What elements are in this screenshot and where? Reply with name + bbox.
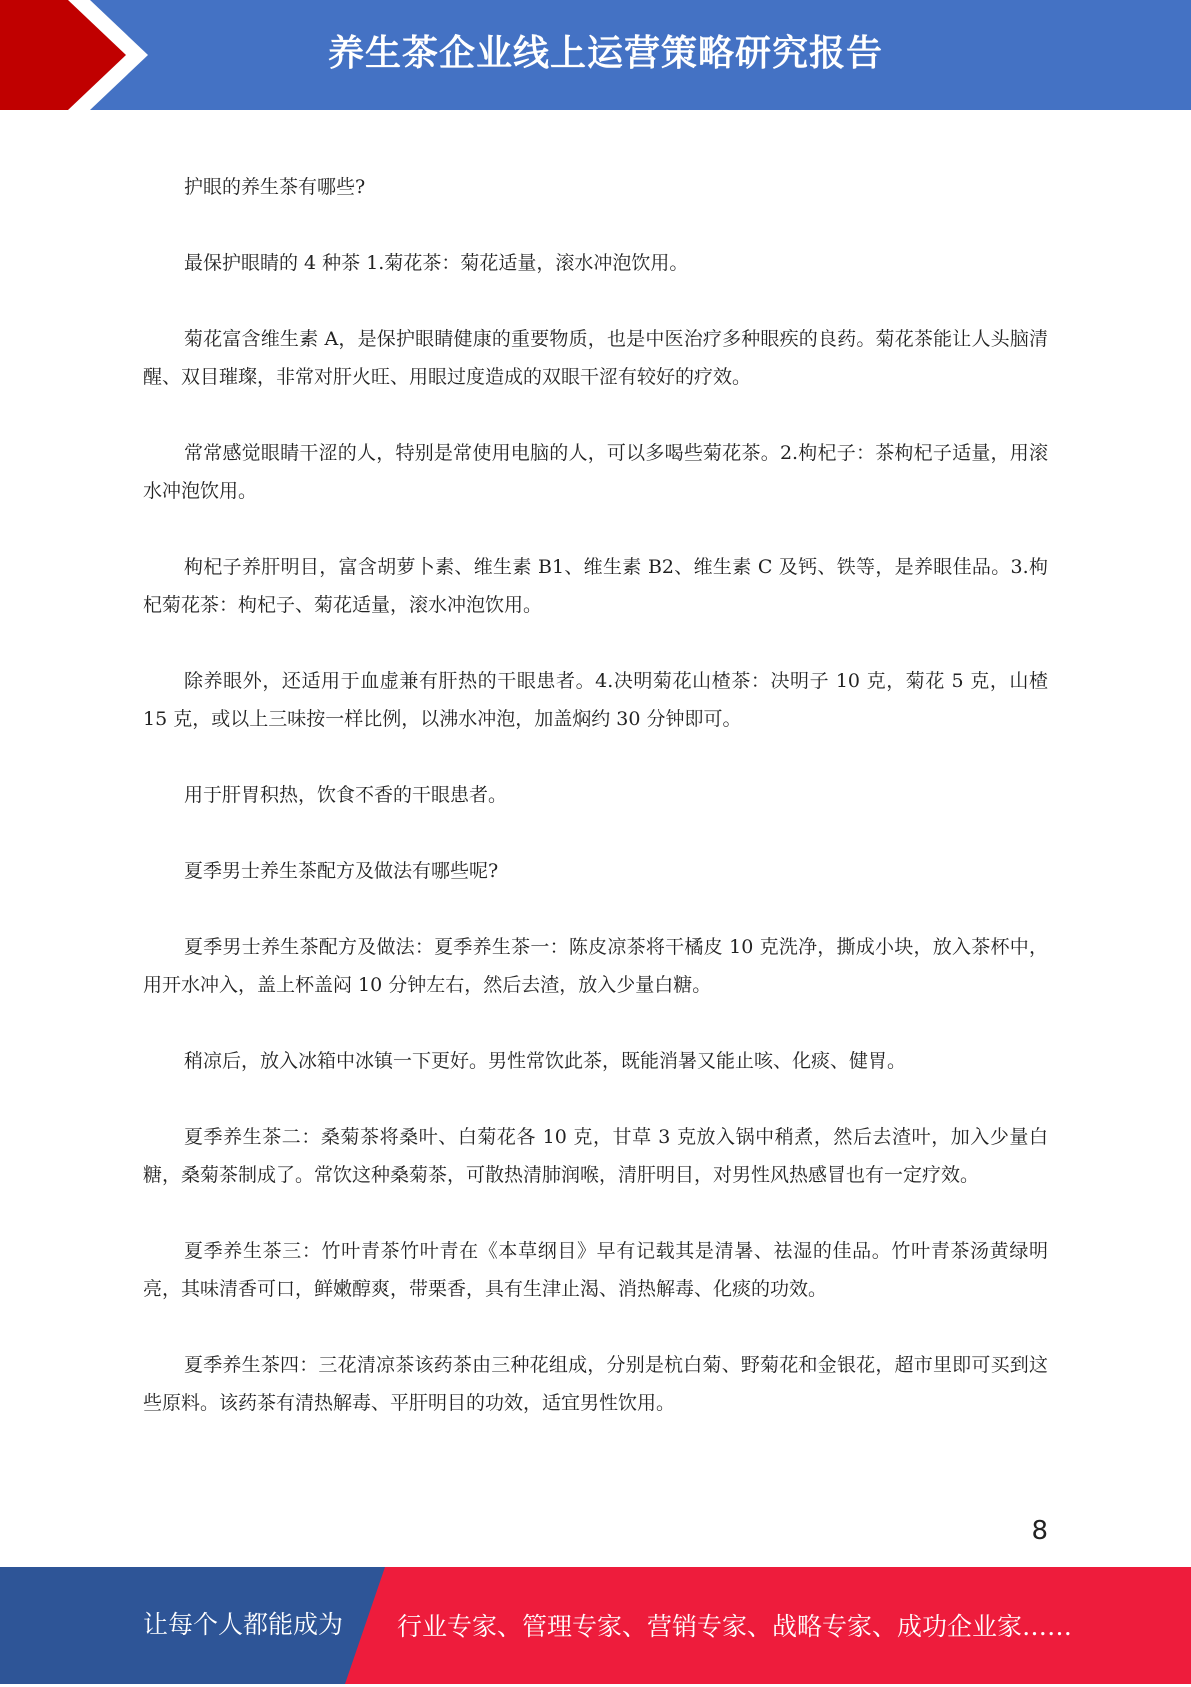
page-number: 8 [1031, 1516, 1048, 1546]
paragraph: 用于肝胃积热，饮食不香的干眼患者。 [184, 784, 508, 806]
paragraph: 夏季养生茶二：桑菊茶将桑叶、白菊花各 10 克，甘草 3 克放入锅中稍煮，然后去渣叶，加入少量白糖，桑菊茶制成了。常饮这种桑菊茶，可散热清肺润喉，清肝明目，对男性风热感冒也有一定疗效。 [143, 1126, 1048, 1186]
page-title: 养生茶企业线上运营策略研究报告 [327, 33, 883, 74]
paragraph: 最保护眼睛的 4 种茶 1.菊花茶：菊花适量，滚水冲泡饮用。 [184, 252, 689, 274]
paragraph: 枸杞子养肝明目，富含胡萝卜素、维生素 B1、维生素 B2、维生素 C 及钙、铁等，是养眼佳品。3.枸杞菊花茶：枸杞子、菊花适量，滚水冲泡饮用。 [143, 556, 1048, 616]
page-header [0, 0, 1191, 110]
paragraph: 夏季男士养生茶配方及做法：夏季养生茶一：陈皮凉茶将干橘皮 10 克洗净，撕成小块，放入茶杯中，用开水冲入，盖上杯盖闷 10 分钟左右，然后去渣，放入少量白糖。 [143, 936, 1048, 996]
paragraph: 夏季男士养生茶配方及做法有哪些呢? [184, 860, 499, 882]
footer-slogan-right: 行业专家、管理专家、营销专家、战略专家、成功企业家…… [397, 1612, 1073, 1641]
paragraph: 夏季养生茶三：竹叶青茶竹叶青在《本草纲目》早有记载其是清暑、祛湿的佳品。竹叶青茶汤黄绿明亮，其味清香可口，鲜嫩醇爽，带栗香，具有生津止渴、消热解毒、化痰的功效。 [143, 1240, 1048, 1300]
paragraph: 菊花富含维生素 A，是保护眼睛健康的重要物质，也是中医治疗多种眼疾的良药。菊花茶能让人头脑清醒、双目璀璨，非常对肝火旺、用眼过度造成的双眼干涩有较好的疗效。 [143, 328, 1048, 388]
paragraph: 夏季养生茶四：三花清凉茶该药茶由三种花组成，分别是杭白菊、野菊花和金银花，超市里即可买到这些原料。该药茶有清热解毒、平肝明目的功效，适宜男性饮用。 [143, 1354, 1048, 1414]
paragraph: 常常感觉眼睛干涩的人，特别是常使用电脑的人，可以多喝些菊花茶。2.枸杞子：茶枸杞子适量，用滚水冲泡饮用。 [143, 442, 1048, 502]
document-body [143, 168, 1048, 1460]
paragraph: 护眼的养生茶有哪些? [184, 176, 366, 198]
paragraph: 稍凉后，放入冰箱中冰镇一下更好。男性常饮此茶，既能消暑又能止咳、化痰、健胃。 [184, 1050, 907, 1072]
paragraph: 除养眼外，还适用于血虚兼有肝热的干眼患者。4.决明菊花山楂茶：决明子 10 克，菊花 5 克，山楂 15 克，或以上三味按一样比例，以沸水冲泡，加盖焖约 30 分钟即可。 [143, 670, 1048, 730]
footer-slogan-left: 让每个人都能成为 [143, 1610, 344, 1639]
page-footer [0, 1567, 1191, 1684]
